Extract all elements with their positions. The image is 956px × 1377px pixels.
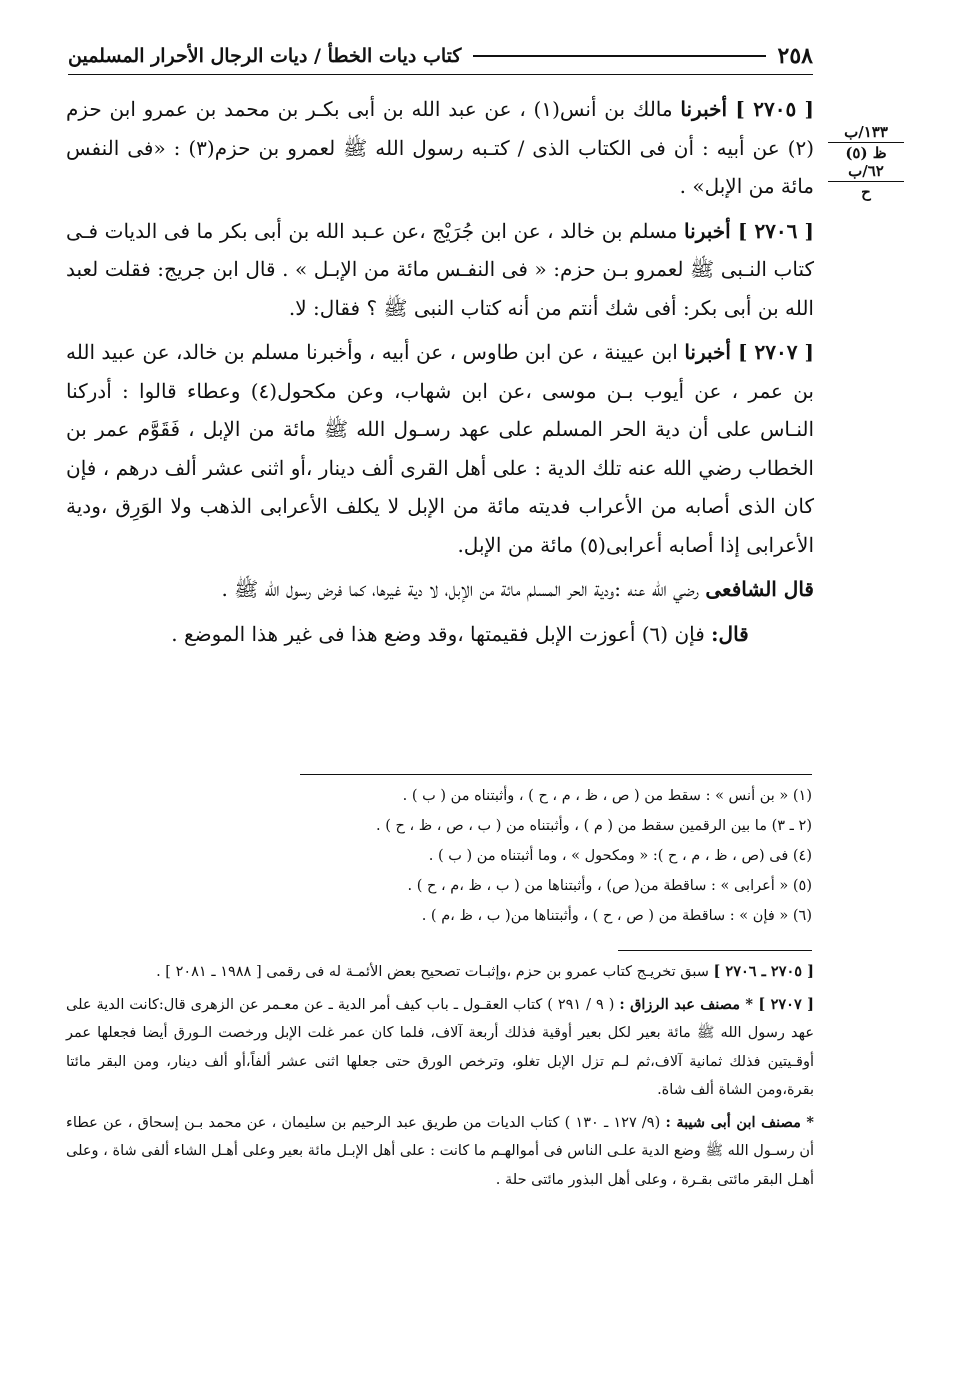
footnote: (٦) « فإن » : ساقطة من ( ص ، ح ) ، وأثبتناها من( ب ، ظ ،م ) . bbox=[421, 908, 812, 924]
hadith-2705 bbox=[66, 90, 814, 206]
statement-head: قال: bbox=[711, 621, 749, 646]
statement-text: رضي الله عنه :ودية الحر المسلم مائة من الإبل، لا دية غيرها، كما فرض رسول الله ﷺ . bbox=[221, 577, 700, 601]
statement-head: قال الشافعى bbox=[705, 577, 814, 601]
hadith-number: [ ٢٧٠٧ ] أخبرنا bbox=[684, 340, 814, 364]
page-number: ٢٥٨ bbox=[777, 43, 813, 69]
takhrij-text: ( ٩ / ٢٩١ ) كتاب العقـول ـ باب كيف أمر الدية ـ عن معـمر عن الزهرى قال:كانت الدية على عهد رسول الله ﷺ مائة بعير لكل بعير أوقية فذلك أربعة آلاف، فلما كان عمر غلت الإبل ورخصت الـورق أيضا فجعلها عمر أوقـيتين فذلك ثمانية آلاف،ثم لـم تزل الإبل تغلو، وترخص الورق حتى جعلها اثنى عشر ألفاً،أو ألف دينار، ومن البقر مائتا بقرة،ومن الشاة ألف شاة. bbox=[66, 996, 814, 1098]
hadith-2706 bbox=[66, 212, 814, 328]
takhrij-note bbox=[66, 991, 814, 1105]
takhrij-head: [ ٢٧٠٥ ـ ٢٧٠٦ ] bbox=[713, 963, 814, 980]
page-header bbox=[68, 38, 813, 74]
margin-ref: ح bbox=[861, 182, 871, 201]
takhrij-note bbox=[66, 958, 814, 987]
running-title: كتاب ديات الخطأ / ديات الرجال الأحرار المسلمين bbox=[68, 45, 462, 67]
footnotes-rule bbox=[618, 950, 812, 951]
hadith-text: مسلم بن خالد ، عن ابن جُرَيْج ،عن عـبد الله بن أبى بكر ما فى الديات فـى كتاب النـبى ﷺ لعمرو بـن حزم: « فى النفـس مائة من الإبـل » . قال ابن جريج: فقلت لعبد الله بن أبى بكر: أفى شك أنتم من أنه كتاب النبى ﷺ ؟ فقال: لا. bbox=[66, 218, 814, 320]
header-rule bbox=[473, 55, 765, 57]
margin-ref: ١٣٣/ب bbox=[828, 124, 904, 143]
statement-text: فإن (٦) أعوزت الإبل فقيمتها ،وقد وضع هذا فى غير هذا الموضع . bbox=[171, 621, 705, 646]
footnote: (٥) « أعرابى » : ساقطة من( ص) ، وأثبتناها من ( ب ، ظ ،م ، ح ) . bbox=[407, 878, 812, 894]
header-underline bbox=[68, 74, 813, 75]
hadith-text: ابن عيينة ، عن ابن طاوس ، عن أبيه ، وأخبرنا مسلم بن خالد، عن عبيد الله بن عمر ، عن أيوب بـن موسى ،عن ابن شهاب، وعن مكحول(٤) وعطاء قالوا : أدركنا النـاس على أن دية الحر المسلم على عهد رسـول الله ﷺ مائة من الإبل ، فَقَوَّم عمر بن الخطاب رضي الله عنه تلك الدية : على أهل القرى ألف دينار ،أو اثنى عشر ألف درهم ، فإن كان الذى أصابه من الأعراب فديته مائة من الإبل لا يكلف الأعرابى الذهب ولا الوَرِق ،ودية الأعرابى إذا أصابه أعرابى(٥) مائة من الإبل. bbox=[66, 340, 814, 557]
shafii-statement bbox=[66, 570, 814, 609]
closing-statement bbox=[66, 615, 814, 654]
manuscript-margin-refs bbox=[828, 124, 904, 201]
main-text bbox=[66, 90, 814, 659]
hadith-text: مالك بن أنس(١) ، عن عبد الله بن أبى بكـر بن محمد بن عمرو ابن حزم (٢) عن أبيه : أن فى الكتاب الذى / كتـبه رسول الله ﷺ لعمرو بن حزم(٣) : «فى النفس مائة من الإبل» . bbox=[66, 97, 814, 198]
margin-ref: ٦٢/ب bbox=[828, 163, 904, 182]
takhrij-text: (٩/ ١٢٧ ـ ١٣٠ ) كتاب الديات من طريق عبد الرحيم بن سليمان ، عن محمد بـن إسحاق ، عن عطاء أن رسـول الله ﷺ وضع الدية علـى الناس فى أموالهـم ما كانت : على أهل الإبـل مائة بعير وعلى أهـل الشاء ألفى شاة ، وعلى أهـل البقر مائتى بقـرة ، وعلى أهل البذور مائتى حلة . bbox=[66, 1114, 814, 1188]
textual-footnotes bbox=[300, 774, 812, 931]
takhrij-head: * مصنف ابن أبى شيبة : bbox=[665, 1113, 815, 1131]
hadith-2707 bbox=[66, 333, 814, 564]
footnote: (١) « بن أنس » : سقط من ( ص ، ظ ، م ، ح ) ، وأثبتناه من ( ب ) . bbox=[402, 788, 812, 804]
hadith-number: [ ٢٧٠٥ ] أخبرنا bbox=[680, 97, 815, 121]
takhrij-text: سبق تخريـج كتاب عمرو بن حزم ،وإثبـات تصحيح بعض الأئمـة له فى رقمى [ ١٩٨٨ ـ ٢٠٨١ ] . bbox=[156, 964, 709, 980]
takhrij-notes bbox=[66, 958, 814, 1198]
hadith-number: [ ٢٧٠٦ ] أخبرنا bbox=[684, 218, 815, 243]
takhrij-head: [ ٢٧٠٧ ] * مصنف عبد الرزاق : bbox=[619, 995, 814, 1013]
takhrij-note bbox=[66, 1109, 814, 1195]
footnote: (٢ ـ ٣) ما بين الرقمين سقط من ( م ) ، وأثبتناه من ( ب ، ص ، ظ ، ح ) . bbox=[376, 818, 812, 834]
footnote: (٤) فى (ص ، ظ ، م ، ح ): « ومكحول » ، وما أثبتناه من ( ب ) . bbox=[428, 848, 812, 864]
margin-ref: ظ (٥) bbox=[845, 144, 887, 163]
